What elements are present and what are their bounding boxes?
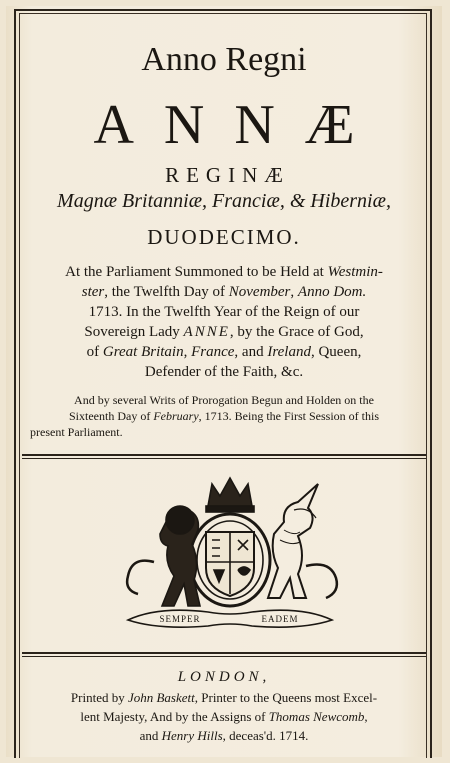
summons-line-2: ster, the Twelfth Day of November, Anno Dom. <box>81 284 367 300</box>
divider-rule-lower-thin <box>22 656 426 657</box>
summons-line-5: of Great Britain, France, and Ireland, Queen, <box>86 344 362 360</box>
imprint-line-1: Printed by John Baskett, Printer to the Queens most Excel- <box>70 690 378 705</box>
title-anno-regni: Anno Regni <box>141 41 307 78</box>
summons-line-6: Defender of the Faith, &c. <box>144 364 304 380</box>
summons-paragraph <box>20 262 428 382</box>
summons-line-4: Sovereign Lady ANNE, by the Grace of God, <box>84 324 364 340</box>
title-reginae: REGINÆ <box>165 163 290 187</box>
prorogation-line-1: And by several Writs of Prorogation Begun and Holden on the <box>74 393 374 407</box>
prorogation-line-2: Sixteenth Day of February, 1713. Being the First Session of this <box>69 409 379 423</box>
motto-left: SEMPER <box>159 614 201 624</box>
title-realms: Magnæ Britanniæ, Franciæ, & Hiberniæ, <box>57 190 391 212</box>
motto-right: EADEM <box>261 614 299 624</box>
divider-rule-upper-thin <box>22 458 426 459</box>
title-duodecimo: DUODECIMO. <box>147 225 301 249</box>
title-annae: ANNÆ <box>93 94 385 156</box>
summons-line-1: At the Parliament Summoned to be Held at Westmin- <box>65 264 383 280</box>
imprint-paragraph <box>20 688 428 745</box>
imprint-place: LONDON, <box>177 669 271 685</box>
summons-line-3: 1713. In the Twelfth Year of the Reign of our <box>88 304 360 320</box>
divider-rule-upper <box>22 454 426 456</box>
divider-rule-lower <box>22 652 426 654</box>
prorogation-paragraph <box>20 392 428 440</box>
imprint-line-3: and Henry Hills, deceas'd. 1714. <box>139 728 309 743</box>
prorogation-line-3: present Parliament. <box>30 425 123 439</box>
royal-coat-of-arms-icon <box>108 470 352 640</box>
imprint-line-2: lent Majesty, And by the Assigns of Thomas Newcomb, <box>80 709 368 724</box>
